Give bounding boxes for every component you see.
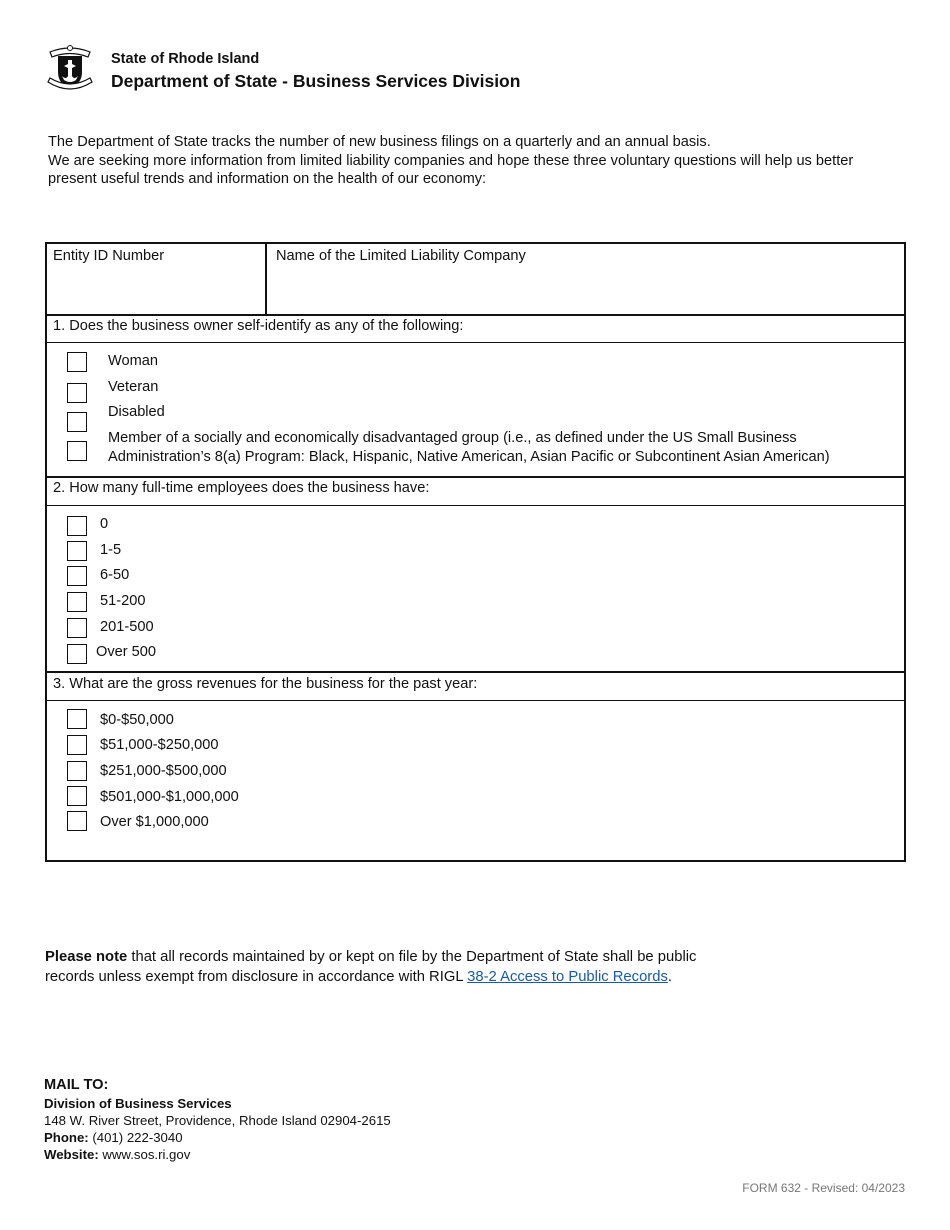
checkbox-veteran[interactable] [67, 383, 87, 403]
checkbox-employees-0[interactable] [67, 516, 87, 536]
entity-id-field[interactable] [51, 268, 261, 310]
checkbox-revenue-251k-500k[interactable] [67, 761, 87, 781]
phone-label: Phone: [44, 1130, 89, 1145]
checkbox-disabled[interactable] [67, 412, 87, 432]
checkbox-employees-over-500[interactable] [67, 644, 87, 664]
public-records-note [45, 948, 805, 987]
website-url: www.sos.ri.gov [98, 1147, 191, 1162]
checkbox-revenue-0-50k[interactable] [67, 709, 87, 729]
checkbox-employees-201-500[interactable] [67, 618, 87, 638]
question-3: 3. What are the gross revenues for the business for the past year: [53, 676, 478, 692]
option-revenue-251k-500k: $251,000-$500,000 [100, 763, 227, 779]
option-employees-over-500: Over 500 [96, 644, 157, 660]
intro-line-2: We are seeking more information from limited liability companies and hope these three voluntary questions will help us better [48, 152, 854, 169]
divider [47, 314, 904, 316]
header-state-name: State of Rhode Island [111, 51, 260, 67]
public-records-link[interactable]: 38-2 Access to Public Records [467, 968, 668, 985]
checkbox-employees-51-200[interactable] [67, 592, 87, 612]
option-revenue-0-50k: $0-$50,000 [100, 712, 174, 728]
option-revenue-over-1m: Over $1,000,000 [100, 814, 209, 830]
checkbox-employees-6-50[interactable] [67, 566, 87, 586]
checkbox-revenue-over-1m[interactable] [67, 811, 87, 831]
option-disabled: Disabled [108, 404, 165, 420]
divider [47, 505, 904, 506]
intro-line-3: present useful trends and information on the health of our economy: [48, 171, 487, 187]
question-2: 2. How many full-time employees does the business have: [53, 480, 430, 496]
mail-to-block [44, 1076, 391, 1163]
note-text-2: records unless exempt from disclosure in accordance with RIGL [45, 968, 468, 985]
option-veteran: Veteran [108, 379, 159, 395]
mail-division: Division of Business Services [44, 1096, 232, 1111]
intro-paragraph [48, 133, 918, 189]
option-disadvantaged-group-line-2: Administration’s 8(a) Program: Black, Hispanic, Native American, Asian Pacific or Subcontinent Asian American) [108, 449, 830, 465]
option-employees-51-200: 51-200 [100, 593, 146, 609]
checkbox-employees-1-5[interactable] [67, 541, 87, 561]
note-end: . [667, 968, 672, 985]
llc-name-label: Name of the Limited Liability Company [276, 248, 526, 264]
option-revenue-51k-250k: $51,000-$250,000 [100, 737, 219, 753]
mail-address: 148 W. River Street, Providence, Rhode Island 02904-2615 [44, 1113, 391, 1128]
divider [47, 476, 904, 478]
divider [47, 671, 904, 673]
checkbox-revenue-501k-1m[interactable] [67, 786, 87, 806]
checkbox-disadvantaged-group[interactable] [67, 441, 87, 461]
phone-number: (401) 222-3040 [88, 1130, 183, 1145]
divider [47, 342, 904, 343]
option-employees-0: 0 [100, 516, 109, 532]
question-1: 1. Does the business owner self-identify as any of the following: [53, 318, 464, 334]
mail-to-title: MAIL TO: [44, 1077, 109, 1093]
form-number: FORM 632 - Revised: 04/2023 [742, 1181, 905, 1195]
option-woman: Woman [108, 353, 159, 369]
survey-form [45, 242, 906, 862]
option-revenue-501k-1m: $501,000-$1,000,000 [100, 789, 239, 805]
entity-id-label: Entity ID Number [53, 248, 165, 264]
divider [47, 700, 904, 701]
option-disadvantaged-group-line-1: Member of a socially and economically disadvantaged group (i.e., as defined under the US Small Business [108, 430, 797, 446]
column-divider [265, 244, 267, 314]
note-text-1: that all records maintained by or kept on file by the Department of State shall be public [127, 949, 697, 965]
llc-name-field[interactable] [273, 268, 897, 310]
intro-line-1: The Department of State tracks the number of new business filings on a quarterly and an annual basis. [48, 134, 711, 150]
state-seal-logo [44, 42, 96, 94]
checkbox-revenue-51k-250k[interactable] [67, 735, 87, 755]
option-employees-6-50: 6-50 [100, 567, 130, 583]
option-employees-201-500: 201-500 [100, 619, 154, 635]
note-bold: Please note [45, 949, 128, 965]
option-employees-1-5: 1-5 [100, 542, 122, 558]
website-label: Website: [44, 1147, 99, 1162]
checkbox-woman[interactable] [67, 352, 87, 372]
header-department: Department of State - Business Services Division [111, 71, 521, 91]
